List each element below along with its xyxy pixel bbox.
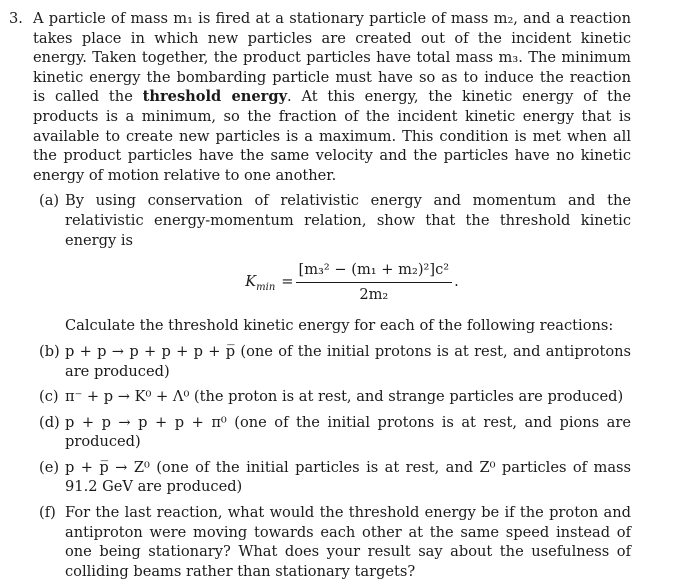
problem-3 <box>9 9 631 587</box>
part-text: p + p → p + p + p + p̅ (one of the initial protons is at rest, and antiprotons are produced) <box>65 342 631 380</box>
formula-lhs <box>245 272 275 292</box>
part-label: (f) <box>39 504 56 522</box>
threshold-formula <box>33 260 631 304</box>
formula-fraction <box>296 260 453 304</box>
part-label: (e) <box>39 458 60 476</box>
part-text: π⁻ + p → K⁰ + Λ⁰ (the proton is at rest, and strange particles are produced) <box>65 388 624 406</box>
part-f <box>33 503 631 581</box>
problem-parts <box>33 191 631 581</box>
part-b <box>33 342 631 381</box>
part-text: For the last reaction, what would the threshold energy be if the proton and antiproton were moving towards each other at the same speed instead of one being stationary? What does your result say about the usefulness of colliding beams rather than stationary targets? <box>65 504 631 580</box>
formula-lhs-subscript: min <box>256 282 276 294</box>
formula-numerator: [m₃² − (m₁ + m₂)²]c² <box>296 260 453 283</box>
formula-equals: = <box>281 273 294 291</box>
part-text: By using conservation of relativistic energy and momentum and the relativistic energy-momentum relation, show that the threshold kinetic energy is <box>65 192 631 249</box>
intro-text-b: . At this energy, the kinetic energy of the products is a minimum, so the fraction of the incident kinetic energy that is available to create new particles is a maximum. This condition is met when all the product particles have the same velocity and the particles have no kinetic energy of motion relative to one another. <box>33 88 631 184</box>
part-text: p + p̅ → Z⁰ (one of the initial particles is at rest, and Z⁰ particles of mass 91.2 GeV are produced) <box>65 458 631 496</box>
calculate-instruction: Calculate the threshold kinetic energy for each of the following reactions: <box>65 317 614 335</box>
threshold-energy-term: threshold energy <box>142 88 288 106</box>
intro-text-a: A particle of mass m₁ is fired at a stationary particle of mass m₂, and a reaction takes place in which new particles are created out of the incident kinetic energy. Taken together, the product particles have total mass m₃. The minimum kinetic energy the bombarding particle must have so as to induce the reaction is called the <box>33 10 631 106</box>
formula-lhs-symbol: K <box>245 273 257 291</box>
part-label: (a) <box>39 192 60 210</box>
part-text: p + p → p + p + π⁰ (one of the initial protons is at rest, and pions are produced) <box>65 413 631 451</box>
part-label: (d) <box>39 413 60 431</box>
problem-intro <box>33 9 631 185</box>
formula-denominator: 2m₂ <box>359 285 389 303</box>
part-c <box>33 387 631 407</box>
part-d <box>33 413 631 452</box>
problem-number: 3. <box>9 10 23 27</box>
part-label: (c) <box>39 388 59 406</box>
formula-period: . <box>454 273 459 291</box>
part-a <box>33 191 631 250</box>
part-e <box>33 458 631 497</box>
part-label: (b) <box>39 342 60 360</box>
